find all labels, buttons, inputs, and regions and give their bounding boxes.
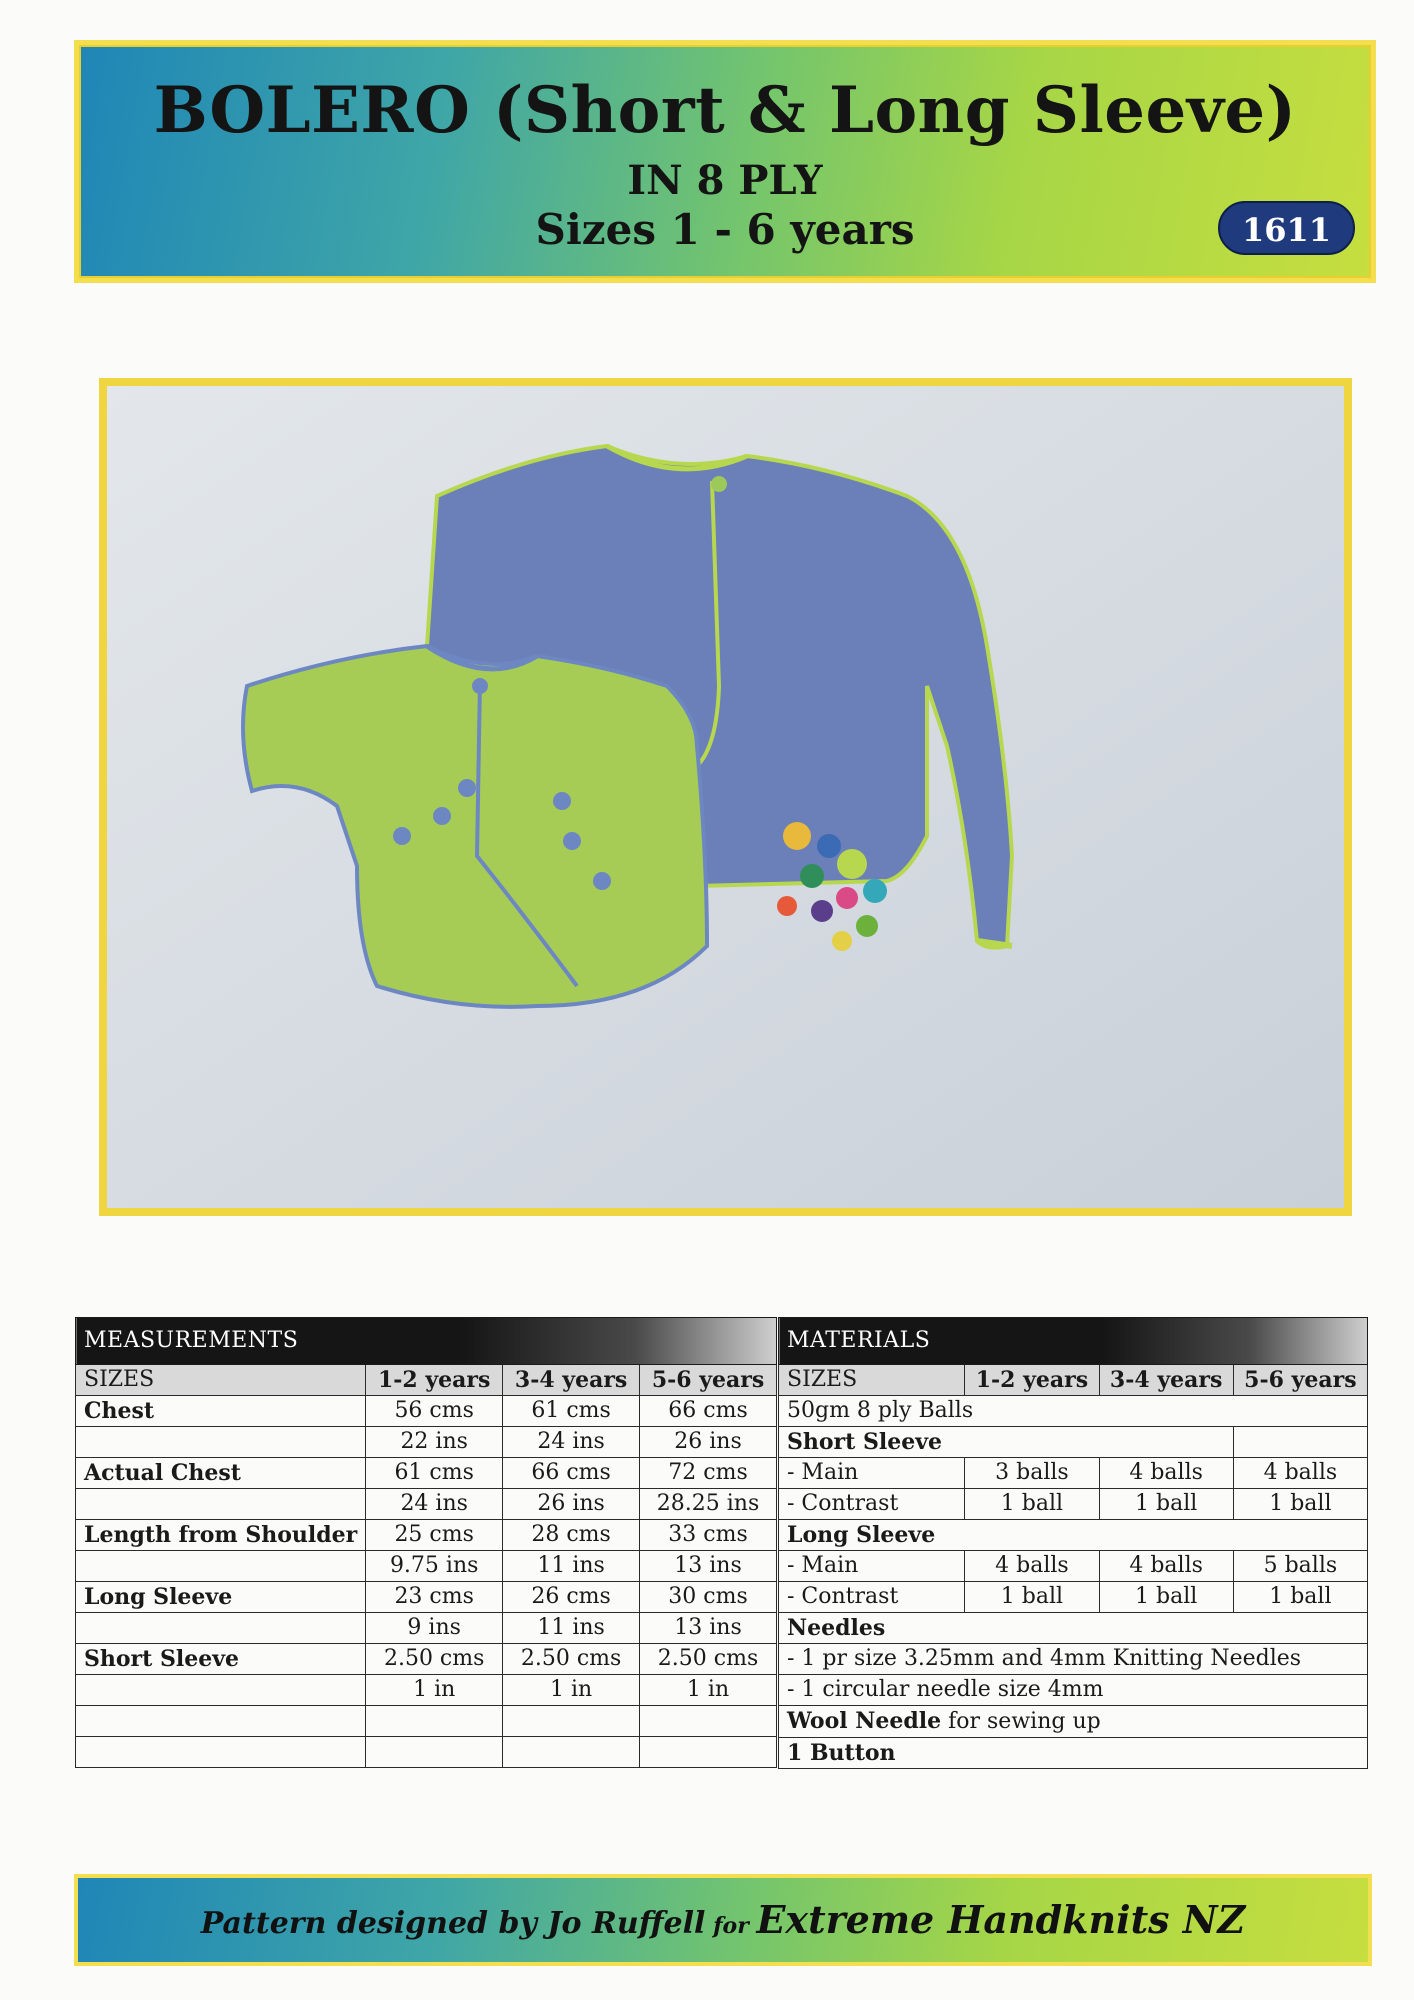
row-label: Chest: [76, 1396, 366, 1427]
table-row: [779, 1551, 1368, 1582]
cell-value: [366, 1706, 503, 1737]
cell-value: 1 ball: [965, 1489, 1099, 1520]
cell-value: 11 ins: [503, 1613, 640, 1644]
cell-value: 25 cms: [366, 1520, 503, 1551]
cell-value: 26 cms: [503, 1582, 640, 1613]
designer-credit: Pattern designed by Jo Ruffell: [200, 1906, 706, 1941]
table-row: [76, 1427, 777, 1458]
empty-cell: [1233, 1427, 1367, 1458]
cell-value: 24 ins: [366, 1489, 503, 1520]
cell-value: 13 ins: [640, 1613, 777, 1644]
footer-for: for: [705, 1913, 757, 1939]
size-column-header: 1-2 years: [366, 1365, 503, 1396]
cell-value: [503, 1706, 640, 1737]
needles-line-1: - 1 pr size 3.25mm and 4mm Knitting Needles: [779, 1644, 1368, 1675]
cell-value: 33 cms: [640, 1520, 777, 1551]
footer-banner: [74, 1874, 1372, 1966]
size-column-header: 5-6 years: [1233, 1365, 1367, 1396]
table-row: [76, 1582, 777, 1613]
ply-subtitle: IN 8 PLY: [627, 157, 823, 204]
row-label: [76, 1551, 366, 1582]
cell-value: 5 balls: [1233, 1551, 1367, 1582]
table-row: [779, 1644, 1368, 1675]
materials-sizes-label: SIZES: [779, 1365, 965, 1396]
header-gradient: [79, 45, 1371, 278]
table-row: [779, 1706, 1368, 1738]
size-column-header: 5-6 years: [640, 1365, 777, 1396]
table-row: [779, 1427, 1368, 1458]
table-row: [779, 1396, 1368, 1427]
measurements-table: [75, 1317, 777, 1768]
table-row: [76, 1551, 777, 1582]
table-row: [76, 1737, 777, 1768]
table-row: [76, 1675, 777, 1706]
row-label: [76, 1427, 366, 1458]
cell-value: 56 cms: [366, 1396, 503, 1427]
cell-value: 3 balls: [965, 1458, 1099, 1489]
row-label: [76, 1737, 366, 1768]
size-column-header: 3-4 years: [503, 1365, 640, 1396]
cell-value: 13 ins: [640, 1551, 777, 1582]
cell-value: [366, 1737, 503, 1768]
cell-value: 23 cms: [366, 1582, 503, 1613]
cell-value: 4 balls: [1099, 1458, 1233, 1489]
table-row: [779, 1613, 1368, 1644]
cell-value: 1 ball: [965, 1582, 1099, 1613]
row-label: Length from Shoulder: [76, 1520, 366, 1551]
cell-value: 1 in: [503, 1675, 640, 1706]
cell-value: [640, 1706, 777, 1737]
cell-value: 1 in: [366, 1675, 503, 1706]
cell-value: 28.25 ins: [640, 1489, 777, 1520]
table-row: [76, 1706, 777, 1737]
wool-needle-bold: Wool Needle: [787, 1708, 942, 1734]
cell-value: 4 balls: [1233, 1458, 1367, 1489]
row-label: - Main: [779, 1551, 965, 1582]
table-row: [779, 1738, 1368, 1769]
table-row: [76, 1644, 777, 1675]
size-column-header: 1-2 years: [965, 1365, 1099, 1396]
wool-needle-rest: for sewing up: [941, 1709, 1101, 1734]
table-row: [779, 1458, 1368, 1489]
table-row: [779, 1520, 1368, 1551]
row-label: - Contrast: [779, 1489, 965, 1520]
cell-value: 22 ins: [366, 1427, 503, 1458]
balls-label: 50gm 8 ply Balls: [779, 1396, 1368, 1427]
cell-value: 28 cms: [503, 1520, 640, 1551]
row-label: - Main: [779, 1458, 965, 1489]
row-label: Long Sleeve: [76, 1582, 366, 1613]
row-label: [76, 1489, 366, 1520]
pattern-number-badge: 1611: [1218, 201, 1355, 255]
row-label: Actual Chest: [76, 1458, 366, 1489]
cell-value: 1 in: [640, 1675, 777, 1706]
pattern-title: BOLERO (Short & Long Sleeve): [153, 73, 1297, 148]
cell-value: 1 ball: [1099, 1582, 1233, 1613]
cell-value: 4 balls: [965, 1551, 1099, 1582]
row-label: [76, 1706, 366, 1737]
size-column-header: 3-4 years: [1099, 1365, 1233, 1396]
wool-needle-line: [779, 1706, 1368, 1738]
photo-frame: [99, 378, 1352, 1216]
cell-value: 24 ins: [503, 1427, 640, 1458]
cell-value: 72 cms: [640, 1458, 777, 1489]
cell-value: 66 cms: [640, 1396, 777, 1427]
cell-value: 61 cms: [503, 1396, 640, 1427]
sizes-subtitle: Sizes 1 - 6 years: [535, 205, 915, 254]
table-row: [76, 1396, 777, 1427]
needles-label: Needles: [779, 1613, 1368, 1644]
header-banner: [74, 40, 1376, 283]
cell-value: 26 ins: [503, 1489, 640, 1520]
table-row: [779, 1489, 1368, 1520]
cell-value: [640, 1737, 777, 1768]
cell-value: 2.50 cms: [503, 1644, 640, 1675]
table-row: [76, 1458, 777, 1489]
table-row: [779, 1675, 1368, 1706]
button-line: 1 Button: [779, 1738, 1368, 1769]
short-sleeve-label: Short Sleeve: [779, 1427, 1234, 1458]
row-label: Short Sleeve: [76, 1644, 366, 1675]
brand-name: Extreme Handknits NZ: [756, 1897, 1246, 1942]
cell-value: 2.50 cms: [366, 1644, 503, 1675]
cell-value: 4 balls: [1099, 1551, 1233, 1582]
table-row: [76, 1613, 777, 1644]
cell-value: [503, 1737, 640, 1768]
measurements-sizes-label: SIZES: [76, 1365, 366, 1396]
cell-value: 1 ball: [1233, 1582, 1367, 1613]
row-label: [76, 1613, 366, 1644]
row-label: [76, 1675, 366, 1706]
cell-value: 61 cms: [366, 1458, 503, 1489]
needles-line-2: - 1 circular needle size 4mm: [779, 1675, 1368, 1706]
materials-table: [778, 1317, 1368, 1769]
cell-value: 9.75 ins: [366, 1551, 503, 1582]
cell-value: 66 cms: [503, 1458, 640, 1489]
row-label: - Contrast: [779, 1582, 965, 1613]
cell-value: 11 ins: [503, 1551, 640, 1582]
table-row: [76, 1520, 777, 1551]
cell-value: 26 ins: [640, 1427, 777, 1458]
knitted-bolero-photo-icon: [107, 386, 1344, 1208]
footer-credit: [78, 1878, 1368, 1962]
cell-value: 1 ball: [1099, 1489, 1233, 1520]
table-row: [779, 1582, 1368, 1613]
table-row: [76, 1489, 777, 1520]
cell-value: 9 ins: [366, 1613, 503, 1644]
materials-heading: MATERIALS: [779, 1318, 1368, 1365]
long-sleeve-label: Long Sleeve: [779, 1520, 1368, 1551]
measurements-heading: MEASUREMENTS: [76, 1318, 777, 1365]
cell-value: 30 cms: [640, 1582, 777, 1613]
cell-value: 1 ball: [1233, 1489, 1367, 1520]
cell-value: 2.50 cms: [640, 1644, 777, 1675]
